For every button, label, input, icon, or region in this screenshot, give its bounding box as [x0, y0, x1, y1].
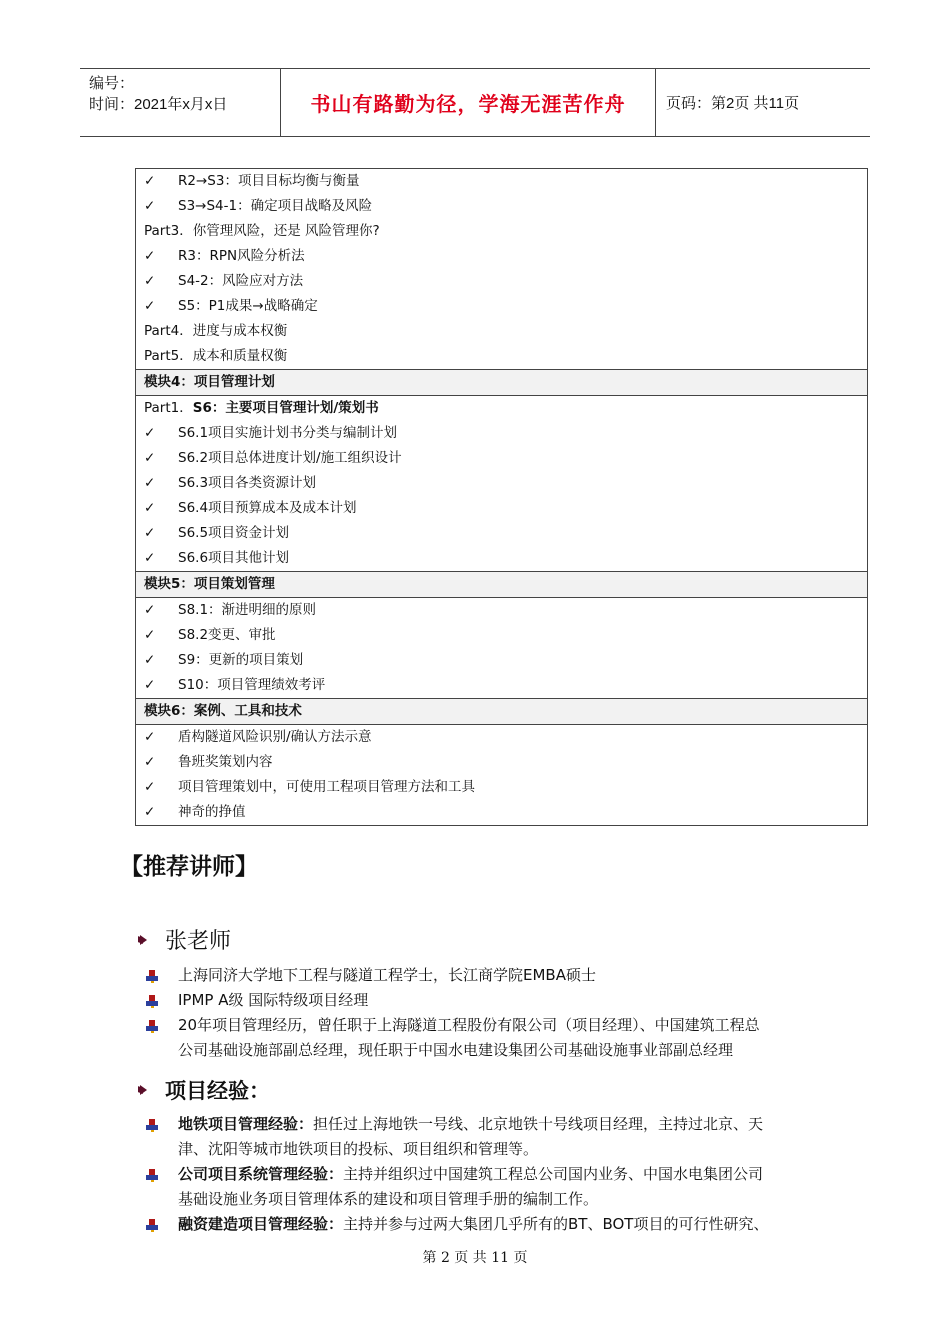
outline-row: [136, 546, 867, 571]
outline-row: [136, 294, 867, 319]
module4-part1: [136, 395, 867, 421]
outline-row-text: S4-2：风险应对方法: [178, 273, 304, 289]
module6-title: 模块6：案例、工具和技术: [136, 698, 867, 724]
bullet-bold-lead: 地铁项目管理经验：: [178, 1115, 314, 1133]
bullet-icon: [146, 1020, 158, 1032]
teacher-name: 张老师: [165, 929, 232, 954]
bullet-text: 上海同济大学地下工程与隧道工程学士，长江商学院EMBA硕士: [178, 966, 596, 984]
outline-row-text: S5：P1成果→战略确定: [178, 298, 318, 314]
outline-row: [136, 169, 867, 194]
check-icon: ✓: [144, 677, 156, 693]
experience-list: [146, 1112, 856, 1237]
check-icon: ✓: [144, 475, 156, 491]
check-icon: ✓: [144, 273, 156, 289]
outline-row-text: R3：RPN风险分析法: [178, 248, 305, 264]
outline-row: [136, 750, 867, 775]
outline-row-text: S6.2项目总体进度计划/施工组织设计: [178, 450, 402, 466]
page-footer: 第 2 页 共 11 页: [422, 1250, 528, 1266]
outline-row-text: S6.1项目实施计划书分类与编制计划: [178, 425, 398, 441]
bullet-bold-lead: 公司项目系统管理经验：: [178, 1165, 344, 1183]
experience-heading: 项目经验：: [165, 1079, 270, 1103]
bullet-text: IPMP A级 国际特级项目经理: [178, 991, 369, 1009]
header-info-cell: [80, 69, 281, 136]
time-label: 时间：2021年x月x日: [89, 96, 228, 113]
outline-row: [136, 496, 867, 521]
check-icon: ✓: [144, 298, 156, 314]
bullet-item: [146, 1212, 856, 1237]
outline-row-text: Part3．你管理风险，还是 风险管理你?: [144, 223, 380, 239]
outline-row: [136, 673, 867, 698]
outline-row: [136, 623, 867, 648]
check-icon: ✓: [144, 173, 156, 189]
outline-row-text: S6.4项目预算成本及成本计划: [178, 500, 357, 516]
module5-items: [136, 597, 867, 698]
check-icon: ✓: [144, 500, 156, 516]
bullet-text: 主持并组织过中国建筑工程总公司国内业务、中国水电集团公司: [343, 1165, 764, 1183]
bullet-line: [178, 1162, 856, 1187]
outline-row-text: S6.5项目资金计划: [178, 525, 290, 541]
check-icon: ✓: [144, 754, 156, 770]
module4-part1-prefix: Part1．: [144, 400, 193, 416]
module4-items: [136, 421, 867, 571]
module4-part1-title: S6：主要项目管理计划/策划书: [192, 400, 379, 416]
outline-row-text: 神奇的挣值: [178, 804, 246, 820]
bullet-line: [178, 1112, 856, 1137]
outline-row: [136, 471, 867, 496]
bullet-continuation: 基础设施业务项目管理体系的建设和项目管理手册的编制工作。: [178, 1190, 599, 1208]
check-icon: ✓: [144, 804, 156, 820]
outline-row: [136, 244, 867, 269]
module4-title: 模块4：项目管理计划: [136, 369, 867, 395]
check-icon: ✓: [144, 198, 156, 214]
bullet-icon: [146, 995, 158, 1007]
arrow-bullet-icon: [140, 1085, 147, 1095]
check-icon: ✓: [144, 450, 156, 466]
module6-items: [136, 724, 867, 825]
bullet-icon: [146, 970, 158, 982]
outline-row: [136, 446, 867, 471]
check-icon: ✓: [144, 779, 156, 795]
check-icon: ✓: [144, 652, 156, 668]
bullet-icon: [146, 1169, 158, 1181]
outline-row-text: Part5．成本和质量权衡: [144, 348, 288, 364]
check-icon: ✓: [144, 425, 156, 441]
outline-row-text: S6.3项目各类资源计划: [178, 475, 317, 491]
check-icon: ✓: [144, 550, 156, 566]
outline-row-text: Part4．进度与成本权衡: [144, 323, 288, 339]
check-icon: ✓: [144, 602, 156, 618]
check-icon: ✓: [144, 729, 156, 745]
bullet-text: 担任过上海地铁一号线、北京地铁十号线项目经理，主持过北京、天: [313, 1115, 764, 1133]
page-header: [80, 68, 870, 137]
bullet-continuation: 公司基础设施部副总经理，现任职于中国水电建设集团公司基础设施事业部副总经理: [178, 1041, 734, 1059]
recommend-heading: 【推荐讲师】: [120, 854, 258, 880]
outline-block-1: [136, 169, 867, 369]
outline-row: [136, 269, 867, 294]
outline-row-text: S6.6项目其他计划: [178, 550, 290, 566]
outline-row: [136, 521, 867, 546]
outline-row-text: S8.1：渐进明细的原则: [178, 602, 317, 618]
check-icon: ✓: [144, 525, 156, 541]
bullet-item: [146, 1013, 856, 1063]
outline-row-text: S9：更新的项目策划: [178, 652, 304, 668]
outline-row-text: S8.2变更、审批: [178, 627, 276, 643]
outline-row-text: 盾构隧道风险识别/确认方法示意: [178, 729, 372, 745]
number-label: 编号：: [89, 75, 135, 92]
outline-row: [136, 421, 867, 446]
outline-row: [136, 194, 867, 219]
bullet-item: [146, 988, 856, 1013]
course-outline-table: [135, 168, 868, 826]
bullet-continuation: 津、沈阳等城市地铁项目的投标、项目组织和管理等。: [178, 1140, 539, 1158]
outline-row: [136, 344, 867, 369]
bullet-bold-lead: 融资建造项目管理经验：: [178, 1215, 344, 1233]
bullet-item: [146, 963, 856, 988]
outline-row-text: S10：项目管理绩效考评: [178, 677, 326, 693]
outline-row: [136, 775, 867, 800]
outline-row: [136, 319, 867, 344]
outline-row: [136, 800, 867, 825]
bullet-text: 主持并参与过两大集团几乎所有的BT、BOT项目的可行性研究、: [343, 1215, 769, 1233]
experience-heading-row: [140, 1075, 270, 1105]
teacher-profile-list: [146, 963, 856, 1063]
outline-row-text: S3→S4-1：确定项目战略及风险: [178, 198, 373, 214]
bullet-item: [146, 1162, 856, 1212]
outline-row-text: R2→S3：项目目标均衡与衡量: [178, 173, 360, 189]
outline-row: [136, 648, 867, 673]
bullet-text: 20年项目管理经历，曾任职于上海隧道工程股份有限公司（项目经理）、中国建筑工程总: [178, 1016, 760, 1034]
outline-row: [136, 598, 867, 623]
bullet-item: [146, 1112, 856, 1162]
teacher-heading: [140, 924, 231, 955]
bullet-line: [178, 1212, 856, 1237]
module5-title: 模块5：项目策划管理: [136, 571, 867, 597]
bullet-icon: [146, 1119, 158, 1131]
bullet-line: [178, 1013, 856, 1038]
check-icon: ✓: [144, 627, 156, 643]
outline-row-text: 鲁班奖策划内容: [178, 754, 273, 770]
outline-row: [136, 219, 867, 244]
bullet-line: [178, 963, 856, 988]
check-icon: ✓: [144, 248, 156, 264]
bullet-line: [178, 988, 856, 1013]
arrow-bullet-icon: [140, 935, 147, 945]
bullet-icon: [146, 1219, 158, 1231]
outline-row: [136, 725, 867, 750]
header-motto: 书山有路勤为径，学海无涯苦作舟: [281, 69, 656, 136]
header-page-label: 页码：第2页 共11页: [666, 95, 800, 112]
outline-row-text: 项目管理策划中，可使用工程项目管理方法和工具: [178, 779, 475, 795]
